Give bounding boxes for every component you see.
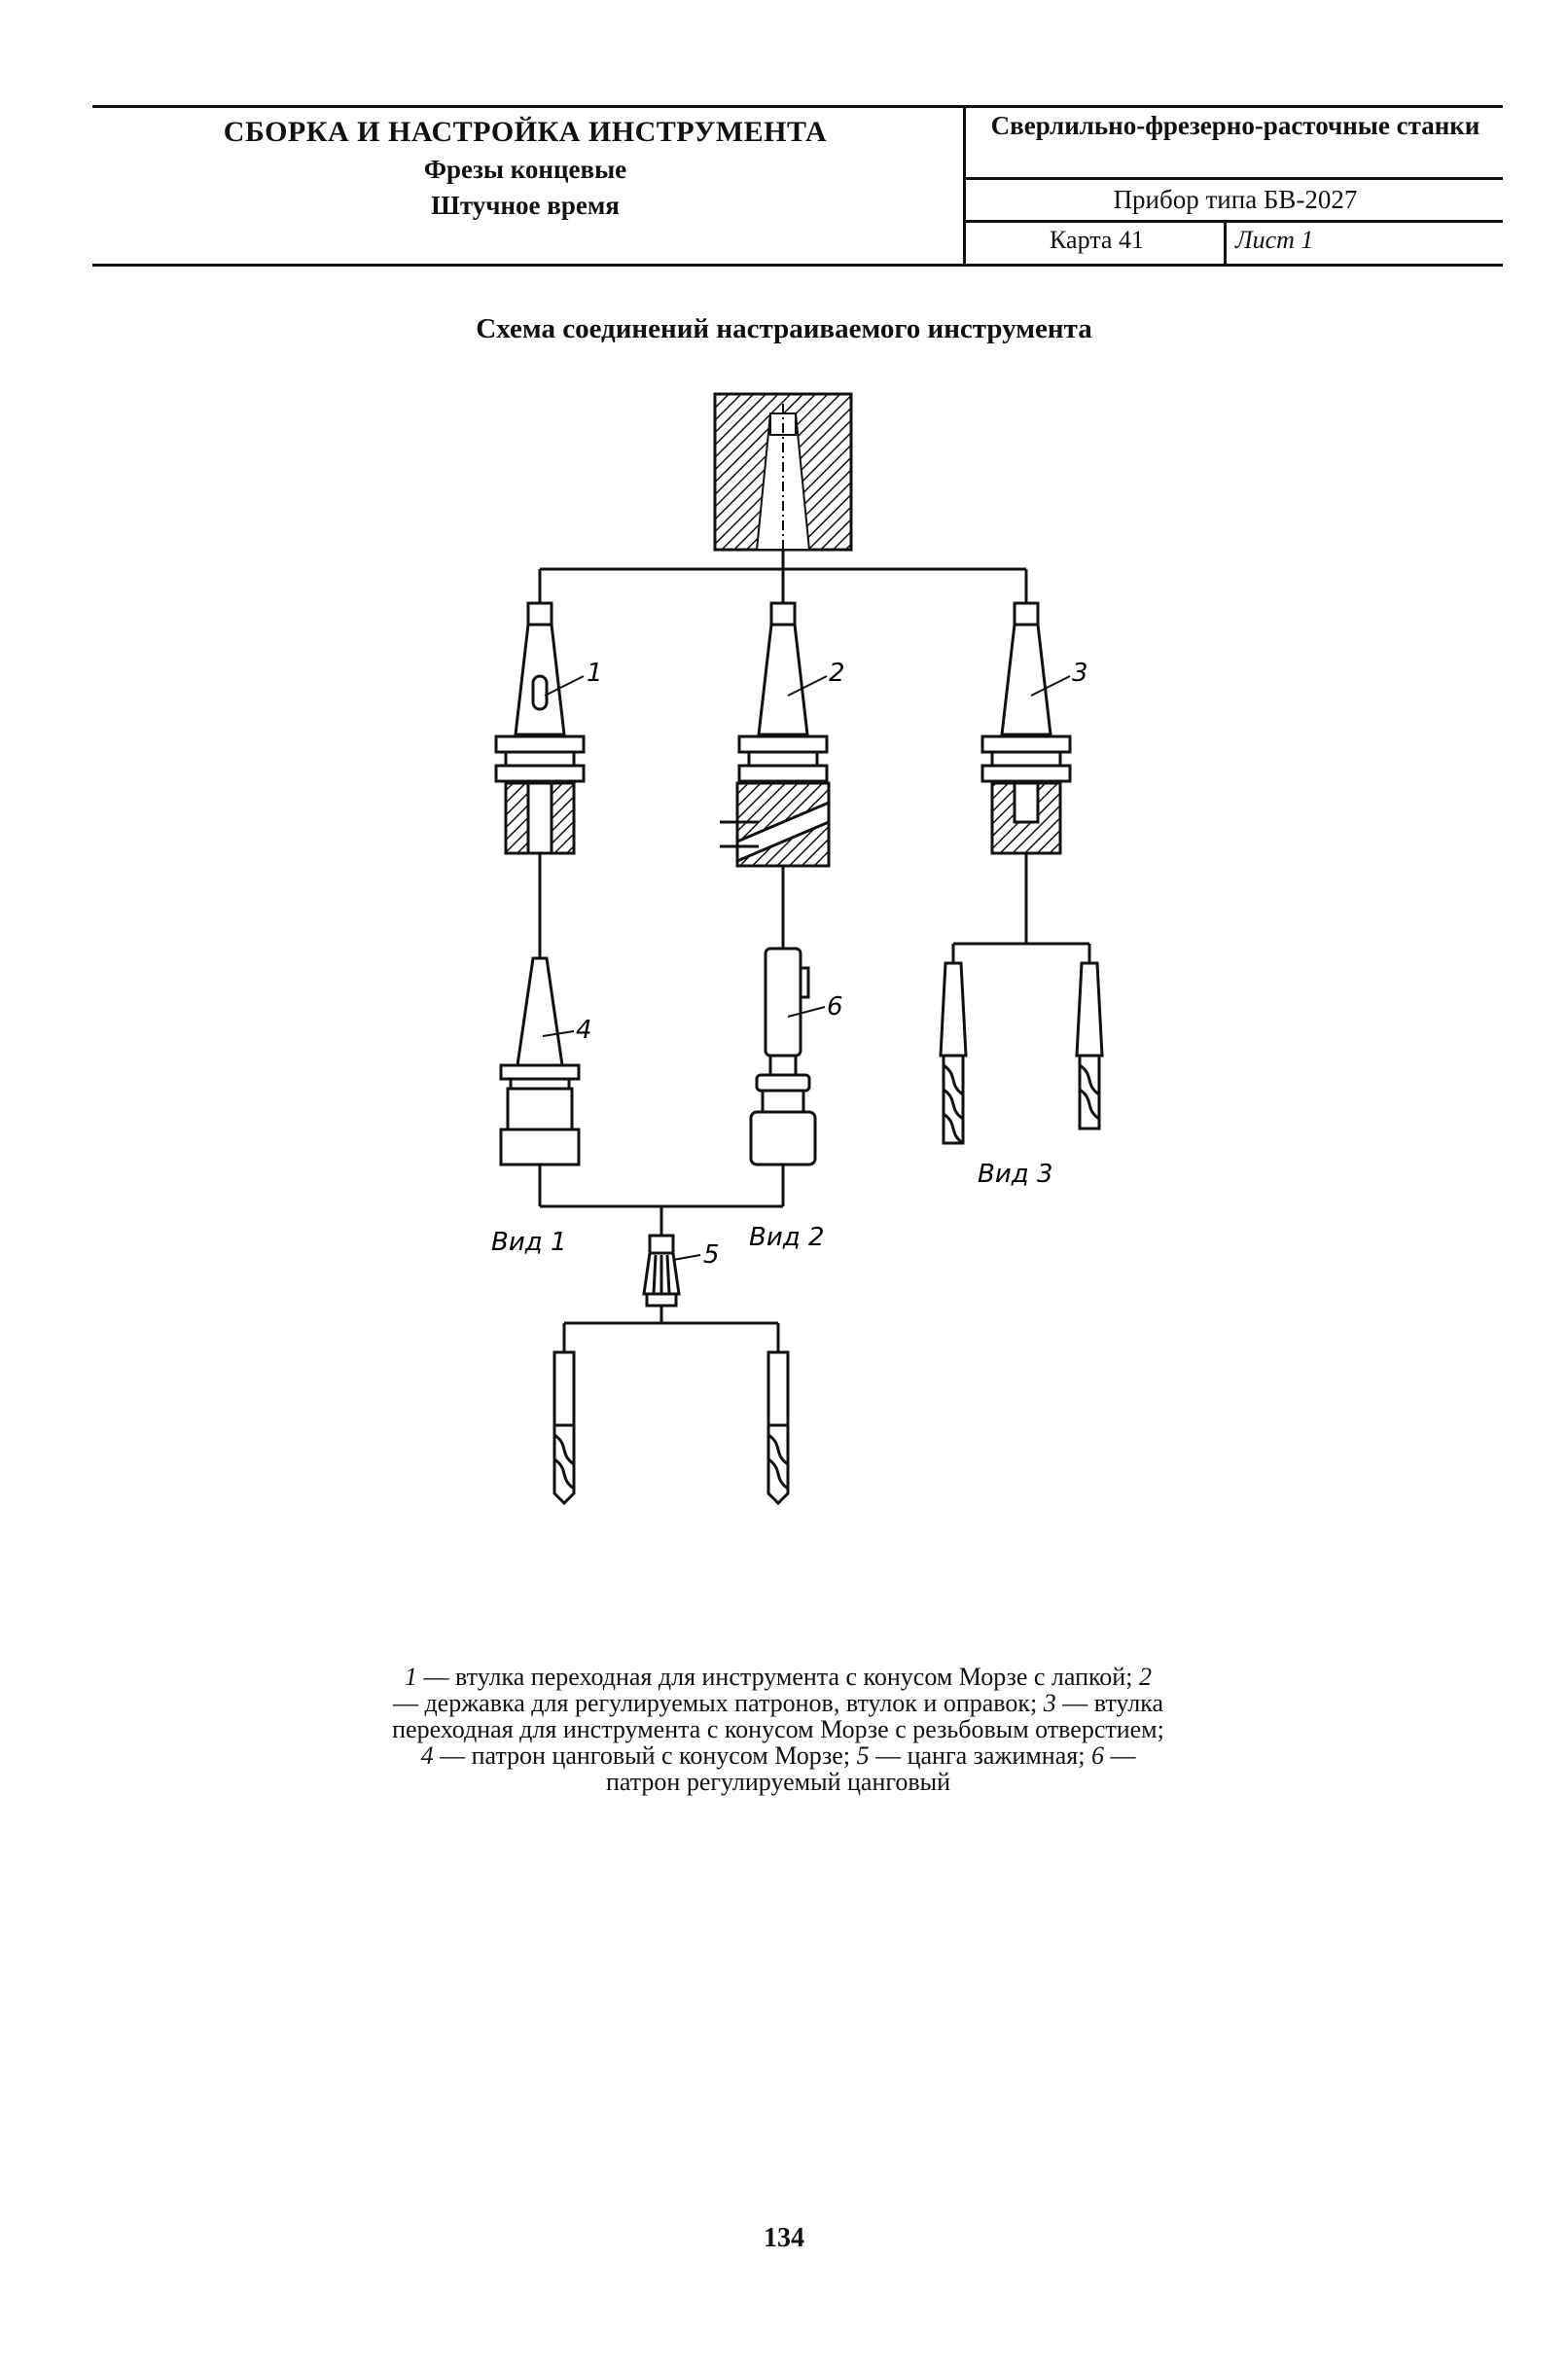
- collet-chuck-4: [501, 958, 579, 1206]
- header-left: [92, 113, 958, 224]
- header-block: [92, 105, 1503, 267]
- top-connection-lines: [540, 550, 1026, 603]
- header-machine: Сверлильно-фрезерно-расточные станки: [990, 111, 1480, 140]
- caption-text-4: — патрон цанговый с конусом Морзе;: [433, 1741, 857, 1770]
- caption-text-3: — втулка переходная для инструмента с конусом Морзе с резьбовым отверстием;: [392, 1689, 1164, 1743]
- card-rule: [965, 220, 1503, 223]
- header-device: Прибор типа БВ-2027: [1113, 185, 1358, 214]
- spindle-block: [715, 394, 851, 569]
- callout-5: 5: [703, 1240, 720, 1270]
- figure-caption: [389, 1664, 1167, 1795]
- top-rule: [92, 105, 1503, 108]
- callout-4: 4: [576, 1016, 592, 1045]
- page-number: 134: [764, 2223, 804, 2253]
- view-2-label: Вид 2: [749, 1223, 825, 1252]
- caption-text-6: — патрон регулируемый цанговый: [605, 1741, 1136, 1796]
- header-card: Карта 41: [1050, 226, 1144, 254]
- bottom-rule: [92, 264, 1503, 267]
- header-sheet: Лист 1: [1235, 226, 1314, 254]
- tool-connection-diagram: [428, 384, 1128, 1523]
- callout-6: 6: [827, 992, 843, 1022]
- header-time-label: Штучное время: [431, 191, 620, 220]
- straight-shank-cutters: [554, 1323, 788, 1503]
- caption-text-1: — втулка переходная для инструмента с конусом Морзе с лапкой;: [417, 1663, 1139, 1691]
- collet-5: [644, 1236, 679, 1323]
- adapter-sleeve-1: [496, 603, 584, 958]
- holder-2: [720, 603, 829, 949]
- caption-num-1: 1: [405, 1663, 418, 1691]
- adjustable-collet-chuck-6: [751, 949, 815, 1206]
- callout-2: 2: [829, 659, 845, 688]
- caption-num-6: 6: [1090, 1741, 1104, 1770]
- caption-num-2: 2: [1138, 1663, 1152, 1691]
- device-rule: [965, 177, 1503, 180]
- view3-tools: [941, 963, 1102, 1143]
- lower-connection-lines: [540, 1206, 783, 1236]
- caption-text-5: — цанга зажимная;: [869, 1741, 1091, 1770]
- adapter-sleeve-3: [953, 603, 1089, 963]
- view-3-label: Вид 3: [978, 1160, 1053, 1189]
- caption-num-3: 3: [1043, 1689, 1056, 1717]
- header-title: СБОРКА И НАСТРОЙКА ИНСТРУМЕНТА: [223, 116, 828, 148]
- caption-text-2: — державка для регулируемых патронов, втулок и оправок;: [392, 1689, 1044, 1717]
- caption-num-5: 5: [856, 1741, 870, 1770]
- view-1-label: Вид 1: [491, 1228, 567, 1257]
- scheme-title: Схема соединений настраиваемого инструмента: [476, 313, 1092, 344]
- callout-1: 1: [587, 659, 603, 688]
- header-subtitle: Фрезы концевые: [423, 155, 627, 184]
- caption-num-4: 4: [420, 1741, 434, 1770]
- header-divider: [963, 105, 966, 267]
- callout-3: 3: [1072, 659, 1088, 688]
